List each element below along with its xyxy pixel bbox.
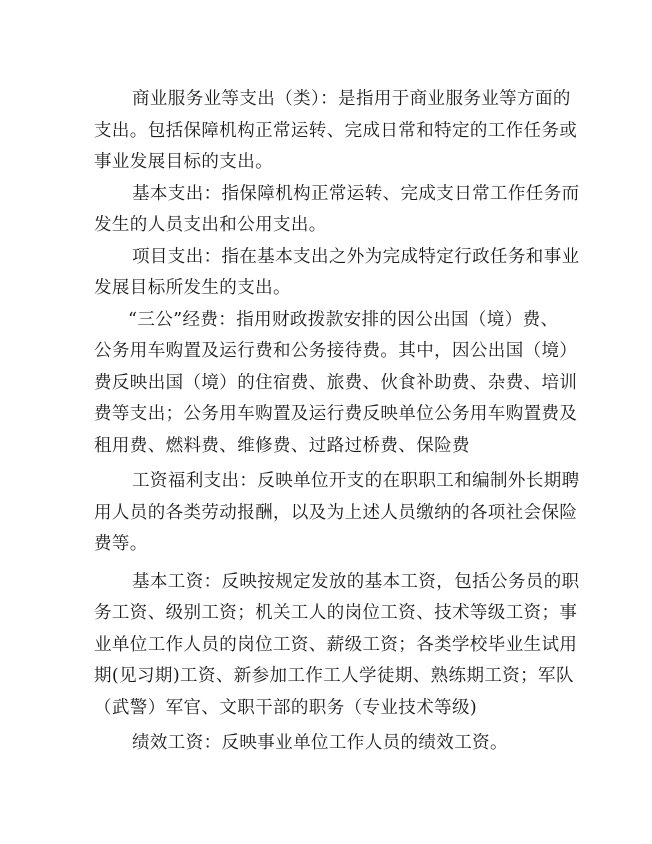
- text-line: “三公”经费：指用财政拨款安排的因公出国（境）费、: [128, 310, 559, 330]
- text-line: 绩效工资：反映事业单位工作人员的绩效工资。: [132, 733, 508, 753]
- text-line: 发展目标所发生的支出。: [94, 278, 291, 298]
- text-line: 期(见习期)工资、新参加工作工人学徒期、熟练期工资；军队: [94, 666, 574, 686]
- text-line: 租用费、燃料费、维修费、过路过桥费、保险费: [94, 436, 470, 456]
- text-line: 务工资、级别工资；机关工人的岗位工资、技术等级工资；事: [94, 603, 578, 623]
- text-line: 用人员的各类劳动报酬，以及为上述人员缴纳的各项社会保险: [94, 503, 578, 523]
- text-line: 商业服务业等支出（类）：是指用于商业服务业等方面的: [132, 89, 571, 109]
- text-line: 工资福利支出：反映单位开支的在职职工和编制外长期聘: [132, 471, 580, 491]
- text-line: 基本支出：指保障机构正常运转、完成支日常工作任务而: [132, 184, 580, 204]
- text-line: （武警）军官、文职干部的职务（专业技术等级): [94, 698, 478, 718]
- text-line: 费反映出国（境）的住宿费、旅费、伙食补助费、杂费、培训: [94, 373, 578, 393]
- text-line: 基本工资：反映按规定发放的基本工资，包括公务员的职: [132, 572, 580, 592]
- text-line: 业单位工作人员的岗位工资、薪级工资；各类学校毕业生试用: [94, 635, 578, 655]
- text-line: 支出。包括保障机构正常运转、完成日常和特定的工作任务或: [94, 121, 578, 141]
- text-line: 发生的人员支出和公用支出。: [94, 215, 327, 235]
- text-line: 费等支出；公务用车购置及运行费反映单位公务用车购置费及: [94, 404, 578, 424]
- text-line: 公务用车购置及运行费和公务接待费。其中，因公出国（境）: [94, 341, 578, 361]
- text-line: 费等。: [94, 534, 148, 554]
- text-line: 项目支出：指在基本支出之外为完成特定行政任务和事业: [132, 247, 580, 267]
- text-line: 事业发展目标的支出。: [94, 152, 273, 172]
